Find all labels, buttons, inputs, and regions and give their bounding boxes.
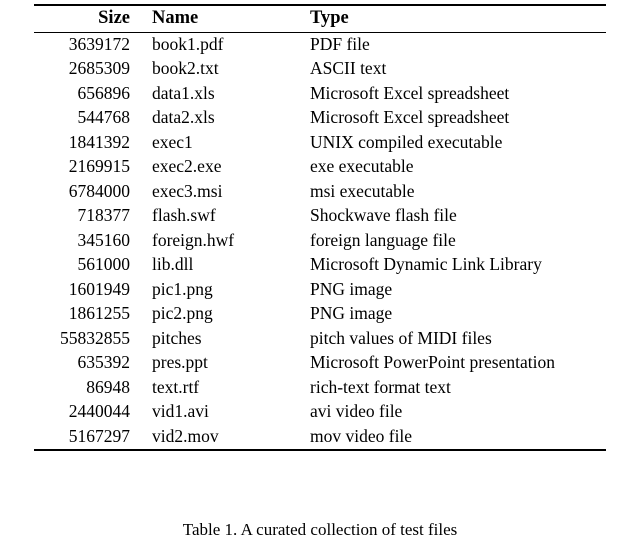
table-row	[34, 32, 606, 57]
cell-name: data1.xls	[152, 82, 215, 103]
table-row	[34, 400, 606, 425]
cell-name: foreign.hwf	[152, 229, 235, 250]
table-row	[34, 57, 606, 82]
table-row	[34, 376, 606, 401]
cell-type: foreign language file	[310, 229, 456, 250]
column-header-type: Type	[292, 5, 606, 32]
table-header-row	[34, 5, 606, 32]
table-row	[34, 155, 606, 180]
cell-name: exec1	[152, 131, 193, 152]
cell-size: 2685309	[68, 58, 130, 78]
cell-type: mov video file	[292, 425, 606, 451]
cell-size: 2440044	[68, 401, 130, 421]
cell-name: vid2.mov	[130, 425, 292, 451]
cell-type: PNG image	[310, 303, 393, 323]
cell-type: Microsoft PowerPoint presentation	[310, 352, 555, 372]
cell-type: avi video file	[310, 401, 403, 421]
cell-name: vid1.avi	[152, 401, 209, 421]
table-row	[34, 106, 606, 131]
cell-type: Microsoft Excel spreadsheet	[310, 107, 510, 127]
table-row	[34, 351, 606, 376]
cell-size: 2169915	[68, 156, 130, 176]
cell-type: Microsoft Dynamic Link Library	[310, 254, 542, 274]
cell-type: msi executable	[310, 180, 415, 201]
file-table	[34, 4, 606, 451]
column-header-size: Size	[34, 5, 130, 32]
cell-type: Shockwave flash file	[310, 205, 457, 225]
cell-name: exec3.msi	[152, 180, 223, 201]
table-body	[34, 32, 606, 450]
table-row	[34, 425, 606, 451]
cell-size: 635392	[77, 352, 130, 372]
table-row	[34, 180, 606, 205]
cell-type: pitch values of MIDI files	[310, 327, 492, 348]
table-header	[34, 5, 606, 32]
table-row	[34, 253, 606, 278]
cell-name: pic2.png	[152, 303, 213, 323]
cell-size: 561000	[77, 254, 130, 274]
table-row	[34, 204, 606, 229]
cell-name: pitches	[152, 327, 202, 348]
cell-name: lib.dll	[152, 254, 194, 274]
cell-type: rich-text format text	[310, 376, 451, 397]
cell-type: UNIX compiled executable	[310, 131, 503, 152]
cell-size: 6784000	[68, 180, 130, 201]
table-row	[34, 131, 606, 156]
cell-size: 5167297	[34, 425, 130, 451]
cell-name: flash.swf	[152, 205, 216, 225]
cell-type: ASCII text	[310, 58, 387, 78]
column-header-name: Name	[130, 5, 292, 32]
table-row	[34, 278, 606, 303]
cell-size: 345160	[77, 229, 130, 250]
table-row	[34, 229, 606, 254]
cell-size: 55832855	[60, 327, 130, 348]
cell-name: text.rtf	[152, 376, 200, 397]
cell-size: 1861255	[68, 303, 130, 323]
file-table-container	[34, 4, 606, 451]
cell-type: Microsoft Excel spreadsheet	[310, 82, 510, 103]
cell-name: data2.xls	[152, 107, 215, 127]
cell-name: pres.ppt	[152, 352, 208, 372]
cell-size: 656896	[77, 82, 130, 103]
cell-size: 1841392	[68, 131, 130, 152]
cell-size: 718377	[77, 205, 130, 225]
cell-type: PNG image	[310, 278, 393, 299]
cell-size: 1601949	[68, 278, 130, 299]
table-row	[34, 82, 606, 107]
cell-name: pic1.png	[152, 278, 213, 299]
cell-type: exe executable	[310, 156, 414, 176]
cell-size: 544768	[77, 107, 130, 127]
table-row	[34, 302, 606, 327]
table-caption: Table 1. A curated collection of test files	[182, 520, 458, 539]
cell-size: 3639172	[34, 32, 130, 57]
cell-type: PDF file	[292, 32, 606, 57]
cell-size: 86948	[86, 376, 130, 397]
cell-name: book2.txt	[152, 58, 219, 78]
table-row	[34, 327, 606, 352]
cell-name: book1.pdf	[130, 32, 292, 57]
cell-name: exec2.exe	[152, 156, 222, 176]
